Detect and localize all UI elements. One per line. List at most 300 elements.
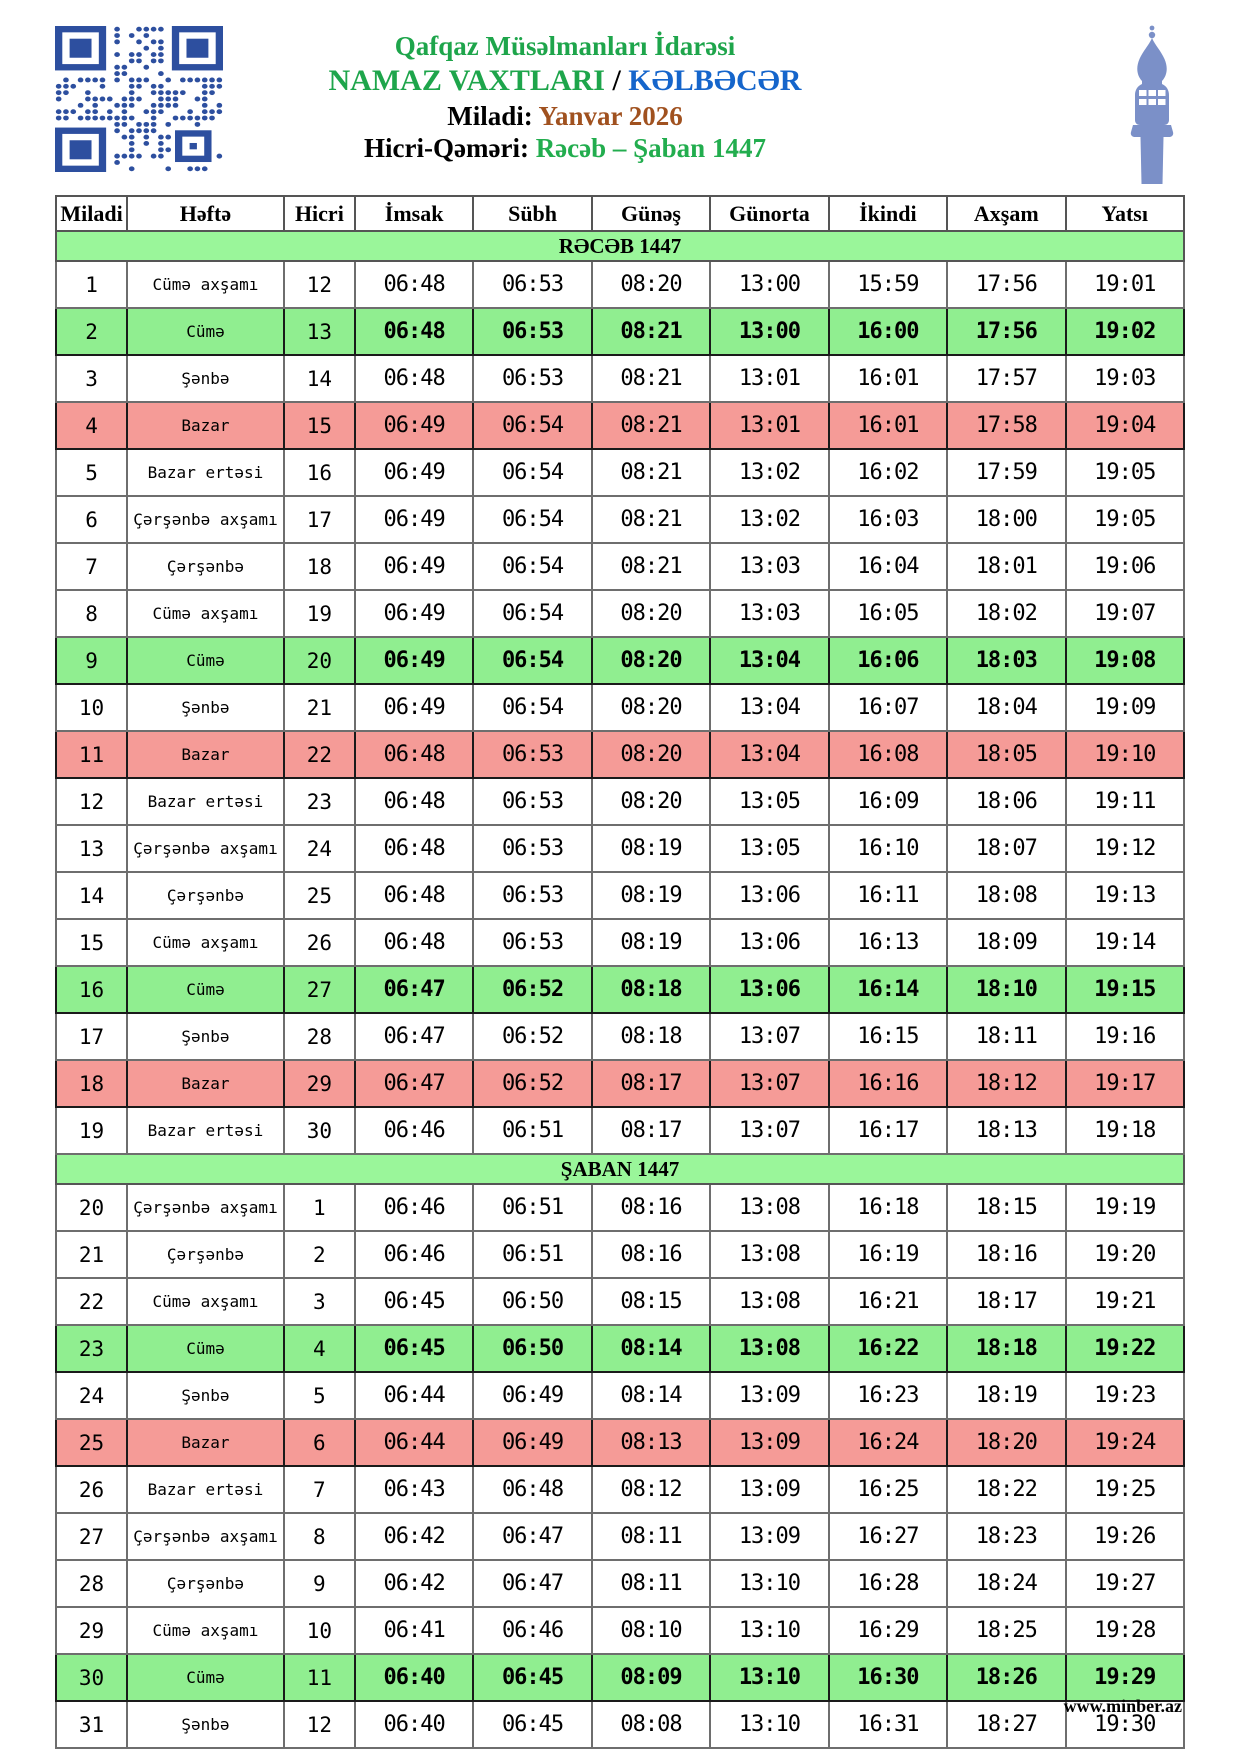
time-cell: 13:09	[710, 1419, 828, 1466]
table-row	[56, 919, 1184, 966]
time-cell: 06:54	[473, 590, 591, 637]
table-row	[56, 966, 1184, 1013]
weekday-cell: Bazar ertəsi	[127, 778, 284, 825]
time-cell: 06:40	[355, 1654, 473, 1701]
hicri-cell: 24	[284, 825, 355, 872]
time-cell: 18:23	[947, 1513, 1065, 1560]
time-cell: 19:11	[1066, 778, 1184, 825]
miladi-cell: 15	[56, 919, 127, 966]
table-row	[56, 1184, 1184, 1231]
column-header: İkindi	[829, 196, 947, 231]
time-cell: 06:51	[473, 1107, 591, 1154]
time-cell: 16:29	[829, 1607, 947, 1654]
time-cell: 19:05	[1066, 496, 1184, 543]
time-cell: 06:46	[355, 1184, 473, 1231]
column-header: Axşam	[947, 196, 1065, 231]
time-cell: 16:07	[829, 684, 947, 731]
weekday-cell: Bazar	[127, 731, 284, 778]
time-cell: 06:45	[355, 1325, 473, 1372]
weekday-cell: Çərşənbə axşamı	[127, 496, 284, 543]
time-cell: 18:03	[947, 637, 1065, 684]
time-cell: 16:06	[829, 637, 947, 684]
time-cell: 06:48	[355, 919, 473, 966]
time-cell: 19:29	[1066, 1654, 1184, 1701]
table-row	[56, 1607, 1184, 1654]
time-cell: 13:02	[710, 496, 828, 543]
miladi-cell: 23	[56, 1325, 127, 1372]
time-cell: 06:53	[473, 919, 591, 966]
time-cell: 16:22	[829, 1325, 947, 1372]
hicri-cell: 18	[284, 543, 355, 590]
weekday-cell: Çərşənbə axşamı	[127, 825, 284, 872]
time-cell: 16:23	[829, 1372, 947, 1419]
weekday-cell: Cümə axşamı	[127, 919, 284, 966]
weekday-cell: Bazar	[127, 1419, 284, 1466]
time-cell: 13:03	[710, 543, 828, 590]
time-cell: 16:02	[829, 449, 947, 496]
hicri-cell: 20	[284, 637, 355, 684]
miladi-cell: 29	[56, 1607, 127, 1654]
time-cell: 13:00	[710, 261, 828, 308]
hicri-cell: 26	[284, 919, 355, 966]
time-cell: 06:48	[473, 1466, 591, 1513]
time-cell: 06:44	[355, 1372, 473, 1419]
time-cell: 16:21	[829, 1278, 947, 1325]
time-cell: 16:11	[829, 872, 947, 919]
time-cell: 16:05	[829, 590, 947, 637]
time-cell: 08:10	[592, 1607, 710, 1654]
miladi-cell: 18	[56, 1060, 127, 1107]
time-cell: 13:08	[710, 1231, 828, 1278]
miladi-cell: 24	[56, 1372, 127, 1419]
section-header-row	[56, 231, 1184, 261]
time-cell: 13:02	[710, 449, 828, 496]
time-cell: 08:19	[592, 872, 710, 919]
time-cell: 19:05	[1066, 449, 1184, 496]
miladi-cell: 6	[56, 496, 127, 543]
time-cell: 06:47	[473, 1560, 591, 1607]
time-cell: 16:15	[829, 1013, 947, 1060]
time-cell: 08:16	[592, 1231, 710, 1278]
time-cell: 06:53	[473, 872, 591, 919]
weekday-cell: Şənbə	[127, 1013, 284, 1060]
time-cell: 19:17	[1066, 1060, 1184, 1107]
time-cell: 06:40	[355, 1701, 473, 1748]
weekday-cell: Cümə axşamı	[127, 1607, 284, 1654]
miladi-label: Miladi:	[447, 100, 533, 131]
time-cell: 18:16	[947, 1231, 1065, 1278]
time-cell: 06:48	[355, 308, 473, 355]
hicri-cell: 4	[284, 1325, 355, 1372]
time-cell: 16:31	[829, 1701, 947, 1748]
time-cell: 18:22	[947, 1466, 1065, 1513]
time-cell: 06:43	[355, 1466, 473, 1513]
time-cell: 19:21	[1066, 1278, 1184, 1325]
column-header: Miladi	[56, 196, 127, 231]
miladi-cell: 30	[56, 1654, 127, 1701]
time-cell: 13:07	[710, 1060, 828, 1107]
weekday-cell: Çərşənbə	[127, 1560, 284, 1607]
time-cell: 06:52	[473, 966, 591, 1013]
time-cell: 13:09	[710, 1513, 828, 1560]
table-row	[56, 496, 1184, 543]
weekday-cell: Çərşənbə axşamı	[127, 1184, 284, 1231]
miladi-cell: 9	[56, 637, 127, 684]
time-cell: 19:02	[1066, 308, 1184, 355]
title-namaz: NAMAZ VAXTLARI	[328, 63, 605, 97]
time-cell: 06:45	[473, 1654, 591, 1701]
time-cell: 06:49	[355, 449, 473, 496]
hicri-line	[0, 132, 1130, 165]
time-cell: 19:14	[1066, 919, 1184, 966]
time-cell: 19:18	[1066, 1107, 1184, 1154]
time-cell: 13:09	[710, 1466, 828, 1513]
miladi-cell: 4	[56, 402, 127, 449]
time-cell: 08:11	[592, 1560, 710, 1607]
time-cell: 13:07	[710, 1107, 828, 1154]
time-cell: 06:42	[355, 1560, 473, 1607]
time-cell: 16:14	[829, 966, 947, 1013]
time-cell: 18:15	[947, 1184, 1065, 1231]
table-row	[56, 1372, 1184, 1419]
time-cell: 16:00	[829, 308, 947, 355]
time-cell: 08:18	[592, 966, 710, 1013]
time-cell: 18:24	[947, 1560, 1065, 1607]
section-title: RƏCƏB 1447	[56, 231, 1184, 261]
miladi-cell: 14	[56, 872, 127, 919]
time-cell: 16:01	[829, 402, 947, 449]
hicri-cell: 2	[284, 1231, 355, 1278]
hicri-cell: 10	[284, 1607, 355, 1654]
time-cell: 08:15	[592, 1278, 710, 1325]
weekday-cell: Şənbə	[127, 1372, 284, 1419]
column-header: Yatsı	[1066, 196, 1184, 231]
miladi-cell: 21	[56, 1231, 127, 1278]
time-cell: 08:21	[592, 449, 710, 496]
time-cell: 13:04	[710, 637, 828, 684]
time-cell: 13:10	[710, 1654, 828, 1701]
time-cell: 17:56	[947, 261, 1065, 308]
weekday-cell: Çərşənbə	[127, 872, 284, 919]
time-cell: 08:14	[592, 1372, 710, 1419]
time-cell: 13:06	[710, 966, 828, 1013]
time-cell: 08:21	[592, 402, 710, 449]
miladi-cell: 11	[56, 731, 127, 778]
time-cell: 06:54	[473, 637, 591, 684]
table-row	[56, 1231, 1184, 1278]
time-cell: 06:54	[473, 543, 591, 590]
time-cell: 08:21	[592, 543, 710, 590]
table-row	[56, 1419, 1184, 1466]
time-cell: 19:25	[1066, 1466, 1184, 1513]
time-cell: 18:27	[947, 1701, 1065, 1748]
time-cell: 06:42	[355, 1513, 473, 1560]
title-separator: /	[612, 63, 621, 97]
hicri-label: Hicri-Qəməri:	[364, 133, 529, 164]
time-cell: 06:53	[473, 355, 591, 402]
time-cell: 06:46	[355, 1231, 473, 1278]
website-link[interactable]: www.minber.az	[1063, 1696, 1182, 1716]
miladi-cell: 12	[56, 778, 127, 825]
column-header: İmsak	[355, 196, 473, 231]
weekday-cell: Çərşənbə axşamı	[127, 1513, 284, 1560]
time-cell: 06:47	[355, 1013, 473, 1060]
table-row	[56, 1013, 1184, 1060]
weekday-cell: Şənbə	[127, 1701, 284, 1748]
time-cell: 13:04	[710, 684, 828, 731]
section-header-row	[56, 1154, 1184, 1184]
weekday-cell: Bazar ertəsi	[127, 1466, 284, 1513]
table-row	[56, 590, 1184, 637]
hicri-cell: 30	[284, 1107, 355, 1154]
weekday-cell: Şənbə	[127, 355, 284, 402]
table-row	[56, 731, 1184, 778]
weekday-cell: Cümə	[127, 1325, 284, 1372]
time-cell: 18:18	[947, 1325, 1065, 1372]
time-cell: 18:01	[947, 543, 1065, 590]
time-cell: 16:08	[829, 731, 947, 778]
time-cell: 06:54	[473, 496, 591, 543]
time-cell: 08:20	[592, 261, 710, 308]
miladi-cell: 31	[56, 1701, 127, 1748]
hicri-cell: 12	[284, 1701, 355, 1748]
time-cell: 08:14	[592, 1325, 710, 1372]
time-cell: 19:30	[1066, 1701, 1184, 1748]
time-cell: 16:28	[829, 1560, 947, 1607]
table-row	[56, 872, 1184, 919]
time-cell: 06:46	[473, 1607, 591, 1654]
title-city: KƏLBƏCƏR	[628, 63, 802, 97]
time-cell: 13:10	[710, 1560, 828, 1607]
time-cell: 06:45	[473, 1701, 591, 1748]
miladi-cell: 17	[56, 1013, 127, 1060]
hicri-cell: 28	[284, 1013, 355, 1060]
time-cell: 16:30	[829, 1654, 947, 1701]
weekday-cell: Çərşənbə	[127, 543, 284, 590]
time-cell: 18:19	[947, 1372, 1065, 1419]
table-row	[56, 1060, 1184, 1107]
time-cell: 18:20	[947, 1419, 1065, 1466]
column-header: Həftə	[127, 196, 284, 231]
time-cell: 19:03	[1066, 355, 1184, 402]
table-row	[56, 1325, 1184, 1372]
time-cell: 16:04	[829, 543, 947, 590]
time-cell: 08:09	[592, 1654, 710, 1701]
table-row	[56, 1513, 1184, 1560]
time-cell: 16:24	[829, 1419, 947, 1466]
time-cell: 13:05	[710, 778, 828, 825]
time-cell: 16:09	[829, 778, 947, 825]
time-cell: 06:47	[473, 1513, 591, 1560]
miladi-cell: 25	[56, 1419, 127, 1466]
time-cell: 18:04	[947, 684, 1065, 731]
section-title: ŞABAN 1447	[56, 1154, 1184, 1184]
time-cell: 08:17	[592, 1107, 710, 1154]
time-cell: 06:49	[355, 684, 473, 731]
time-cell: 08:20	[592, 637, 710, 684]
time-cell: 13:00	[710, 308, 828, 355]
time-cell: 13:01	[710, 355, 828, 402]
time-cell: 18:17	[947, 1278, 1065, 1325]
time-cell: 16:01	[829, 355, 947, 402]
hicri-cell: 27	[284, 966, 355, 1013]
table-row	[56, 355, 1184, 402]
hicri-cell: 11	[284, 1654, 355, 1701]
time-cell: 08:08	[592, 1701, 710, 1748]
time-cell: 16:27	[829, 1513, 947, 1560]
weekday-cell: Şənbə	[127, 684, 284, 731]
time-cell: 16:16	[829, 1060, 947, 1107]
time-cell: 18:25	[947, 1607, 1065, 1654]
miladi-cell: 2	[56, 308, 127, 355]
column-header: Günəş	[592, 196, 710, 231]
time-cell: 16:18	[829, 1184, 947, 1231]
time-cell: 08:19	[592, 825, 710, 872]
time-cell: 19:10	[1066, 731, 1184, 778]
time-cell: 06:49	[473, 1372, 591, 1419]
time-cell: 06:48	[355, 872, 473, 919]
time-cell: 18:06	[947, 778, 1065, 825]
time-cell: 08:21	[592, 496, 710, 543]
time-cell: 06:48	[355, 355, 473, 402]
time-cell: 13:08	[710, 1325, 828, 1372]
table-row	[56, 1107, 1184, 1154]
time-cell: 15:59	[829, 261, 947, 308]
time-cell: 08:18	[592, 1013, 710, 1060]
organization-title: Qafqaz Müsəlmanları İdarəsi	[394, 31, 736, 61]
time-cell: 18:26	[947, 1654, 1065, 1701]
weekday-cell: Cümə axşamı	[127, 1278, 284, 1325]
time-cell: 13:01	[710, 402, 828, 449]
time-cell: 19:04	[1066, 402, 1184, 449]
table-row	[56, 1654, 1184, 1701]
weekday-cell: Cümə axşamı	[127, 261, 284, 308]
table-row	[56, 449, 1184, 496]
weekday-cell: Bazar	[127, 1060, 284, 1107]
hicri-cell: 6	[284, 1419, 355, 1466]
table-row	[56, 1560, 1184, 1607]
time-cell: 19:09	[1066, 684, 1184, 731]
time-cell: 16:03	[829, 496, 947, 543]
time-cell: 18:09	[947, 919, 1065, 966]
miladi-cell: 28	[56, 1560, 127, 1607]
time-cell: 06:52	[473, 1013, 591, 1060]
time-cell: 06:54	[473, 684, 591, 731]
prayer-times-table-wrap	[55, 195, 1185, 1749]
hicri-cell: 17	[284, 496, 355, 543]
time-cell: 06:47	[355, 1060, 473, 1107]
time-cell: 13:07	[710, 1013, 828, 1060]
table-row	[56, 1701, 1184, 1748]
time-cell: 19:27	[1066, 1560, 1184, 1607]
time-cell: 19:22	[1066, 1325, 1184, 1372]
time-cell: 19:15	[1066, 966, 1184, 1013]
weekday-cell: Cümə	[127, 637, 284, 684]
miladi-cell: 22	[56, 1278, 127, 1325]
column-header: Günorta	[710, 196, 828, 231]
time-cell: 17:58	[947, 402, 1065, 449]
time-cell: 06:49	[355, 590, 473, 637]
miladi-cell: 5	[56, 449, 127, 496]
miladi-cell: 16	[56, 966, 127, 1013]
time-cell: 06:47	[355, 966, 473, 1013]
miladi-cell: 27	[56, 1513, 127, 1560]
column-header-row	[56, 196, 1184, 231]
table-row	[56, 637, 1184, 684]
hicri-cell: 25	[284, 872, 355, 919]
time-cell: 08:12	[592, 1466, 710, 1513]
hicri-cell: 9	[284, 1560, 355, 1607]
time-cell: 08:20	[592, 590, 710, 637]
hicri-cell: 8	[284, 1513, 355, 1560]
table-row	[56, 684, 1184, 731]
time-cell: 08:20	[592, 684, 710, 731]
time-cell: 08:20	[592, 778, 710, 825]
hicri-cell: 15	[284, 402, 355, 449]
hicri-cell: 23	[284, 778, 355, 825]
time-cell: 06:50	[473, 1278, 591, 1325]
time-cell: 06:49	[355, 496, 473, 543]
time-cell: 13:09	[710, 1372, 828, 1419]
page-title	[0, 63, 1130, 100]
time-cell: 13:06	[710, 872, 828, 919]
time-cell: 16:19	[829, 1231, 947, 1278]
hicri-value: Rəcəb – Şaban 1447	[535, 133, 766, 164]
hicri-cell: 3	[284, 1278, 355, 1325]
table-row	[56, 778, 1184, 825]
time-cell: 06:53	[473, 261, 591, 308]
time-cell: 19:23	[1066, 1372, 1184, 1419]
time-cell: 18:07	[947, 825, 1065, 872]
time-cell: 06:44	[355, 1419, 473, 1466]
time-cell: 19:20	[1066, 1231, 1184, 1278]
page-header	[0, 30, 1130, 165]
time-cell: 06:46	[355, 1107, 473, 1154]
miladi-cell: 19	[56, 1107, 127, 1154]
miladi-value: Yanvar 2026	[538, 100, 683, 131]
miladi-cell: 26	[56, 1466, 127, 1513]
time-cell: 18:05	[947, 731, 1065, 778]
time-cell: 06:49	[355, 637, 473, 684]
miladi-cell: 8	[56, 590, 127, 637]
miladi-cell: 10	[56, 684, 127, 731]
weekday-cell: Cümə	[127, 308, 284, 355]
time-cell: 08:19	[592, 919, 710, 966]
hicri-cell: 21	[284, 684, 355, 731]
time-cell: 06:49	[355, 543, 473, 590]
miladi-cell: 3	[56, 355, 127, 402]
column-header: Hicri	[284, 196, 355, 231]
miladi-line	[0, 100, 1130, 133]
hicri-cell: 1	[284, 1184, 355, 1231]
time-cell: 13:10	[710, 1701, 828, 1748]
time-cell: 13:10	[710, 1607, 828, 1654]
column-header: Sübh	[473, 196, 591, 231]
hicri-cell: 19	[284, 590, 355, 637]
time-cell: 17:57	[947, 355, 1065, 402]
time-cell: 13:06	[710, 919, 828, 966]
time-cell: 06:45	[355, 1278, 473, 1325]
time-cell: 06:49	[473, 1419, 591, 1466]
time-cell: 06:53	[473, 308, 591, 355]
time-cell: 06:53	[473, 731, 591, 778]
time-cell: 16:17	[829, 1107, 947, 1154]
time-cell: 06:48	[355, 825, 473, 872]
time-cell: 06:50	[473, 1325, 591, 1372]
weekday-cell: Cümə	[127, 1654, 284, 1701]
table-row	[56, 1278, 1184, 1325]
time-cell: 19:28	[1066, 1607, 1184, 1654]
